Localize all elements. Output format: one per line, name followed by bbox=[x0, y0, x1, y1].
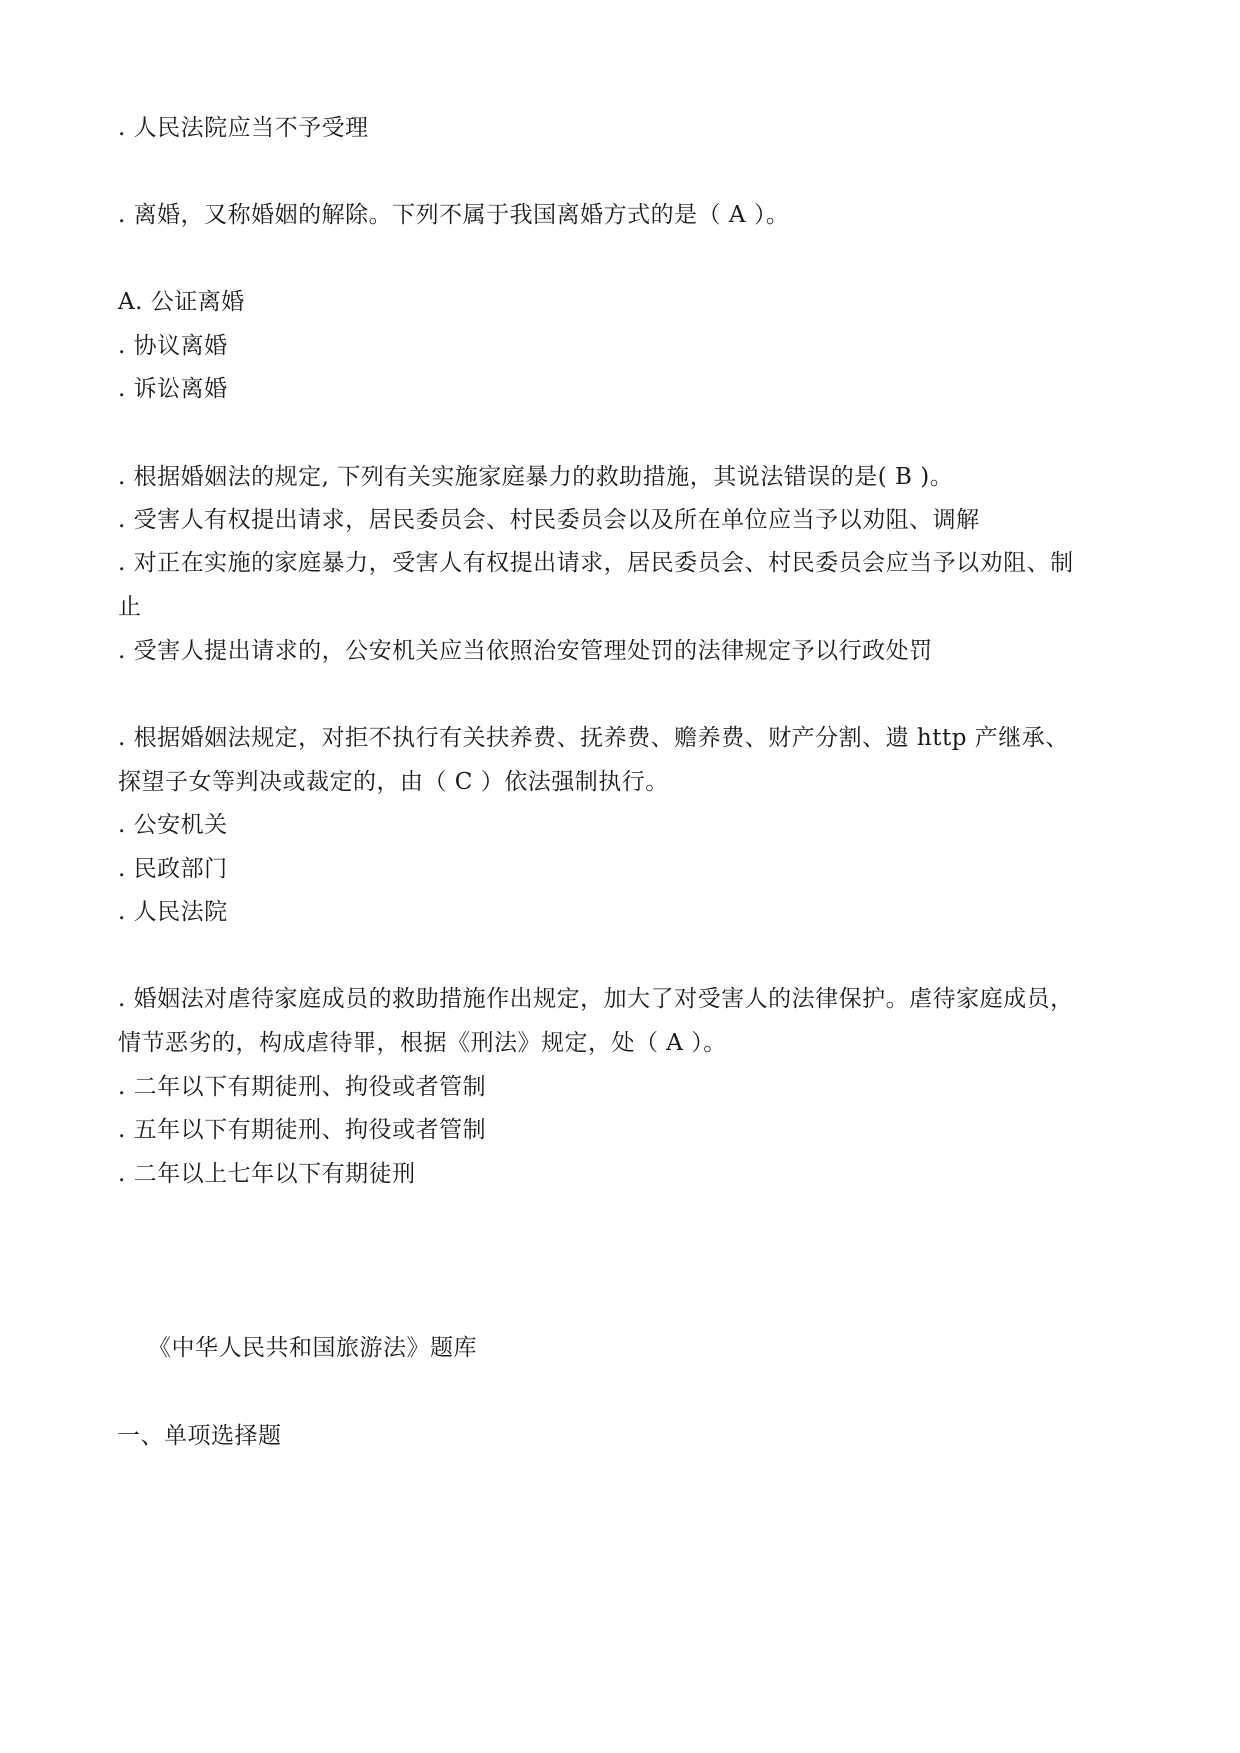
option-line: . 二年以下有期徒刑、拘役或者管制 bbox=[118, 1074, 487, 1100]
option-line: . 协议离婚 bbox=[118, 333, 228, 359]
option-line: . 诉讼离婚 bbox=[118, 376, 228, 402]
option-line: . 受害人有权提出请求，居民委员会、村民委员会以及所在单位应当予以劝阻、调解 bbox=[118, 507, 980, 533]
option-line: . 民政部门 bbox=[118, 856, 228, 882]
section-title: 《中华人民共和国旅游法》题库 bbox=[148, 1335, 477, 1361]
option-line: . 人民法院 bbox=[118, 899, 228, 925]
question-line-continued: 情节恶劣的，构成虐待罪，根据《刑法》规定，处（ A ）。 bbox=[118, 1030, 727, 1056]
question-line-continued: 探望子女等判决或裁定的，由（ C ）依法强制执行。 bbox=[118, 769, 669, 795]
question-line: . 根据婚姻法的规定, 下列有关实施家庭暴力的救助措施，其说法错误的是( B )。 bbox=[118, 464, 954, 490]
option-line-continued: 止 bbox=[118, 594, 142, 620]
option-line: . 受害人提出请求的，公安机关应当依照治安管理处罚的法律规定予以行政处罚 bbox=[118, 638, 933, 664]
option-line: A. 公证离婚 bbox=[118, 289, 245, 315]
question-line: . 离婚，又称婚姻的解除。下列不属于我国离婚方式的是（ A ）。 bbox=[118, 202, 790, 228]
question-line: . 根据婚姻法规定，对拒不执行有关扶养费、抚养费、赡养费、财产分割、遗 http 产继承、 bbox=[118, 725, 1069, 751]
option-line: . 二年以上七年以下有期徒刑 bbox=[118, 1161, 416, 1187]
option-line: . 公安机关 bbox=[118, 812, 228, 838]
option-line: . 五年以下有期徒刑、拘役或者管制 bbox=[118, 1117, 487, 1143]
option-line: . 人民法院应当不予受理 bbox=[118, 115, 369, 141]
option-line: . 对正在实施的家庭暴力，受害人有权提出请求，居民委员会、村民委员会应当予以劝阻、制 bbox=[118, 550, 1074, 576]
subsection-title: 一、单项选择题 bbox=[117, 1423, 282, 1449]
question-line: . 婚姻法对虐待家庭成员的救助措施作出规定，加大了对受害人的法律保护。虐待家庭成员， bbox=[118, 986, 1074, 1012]
